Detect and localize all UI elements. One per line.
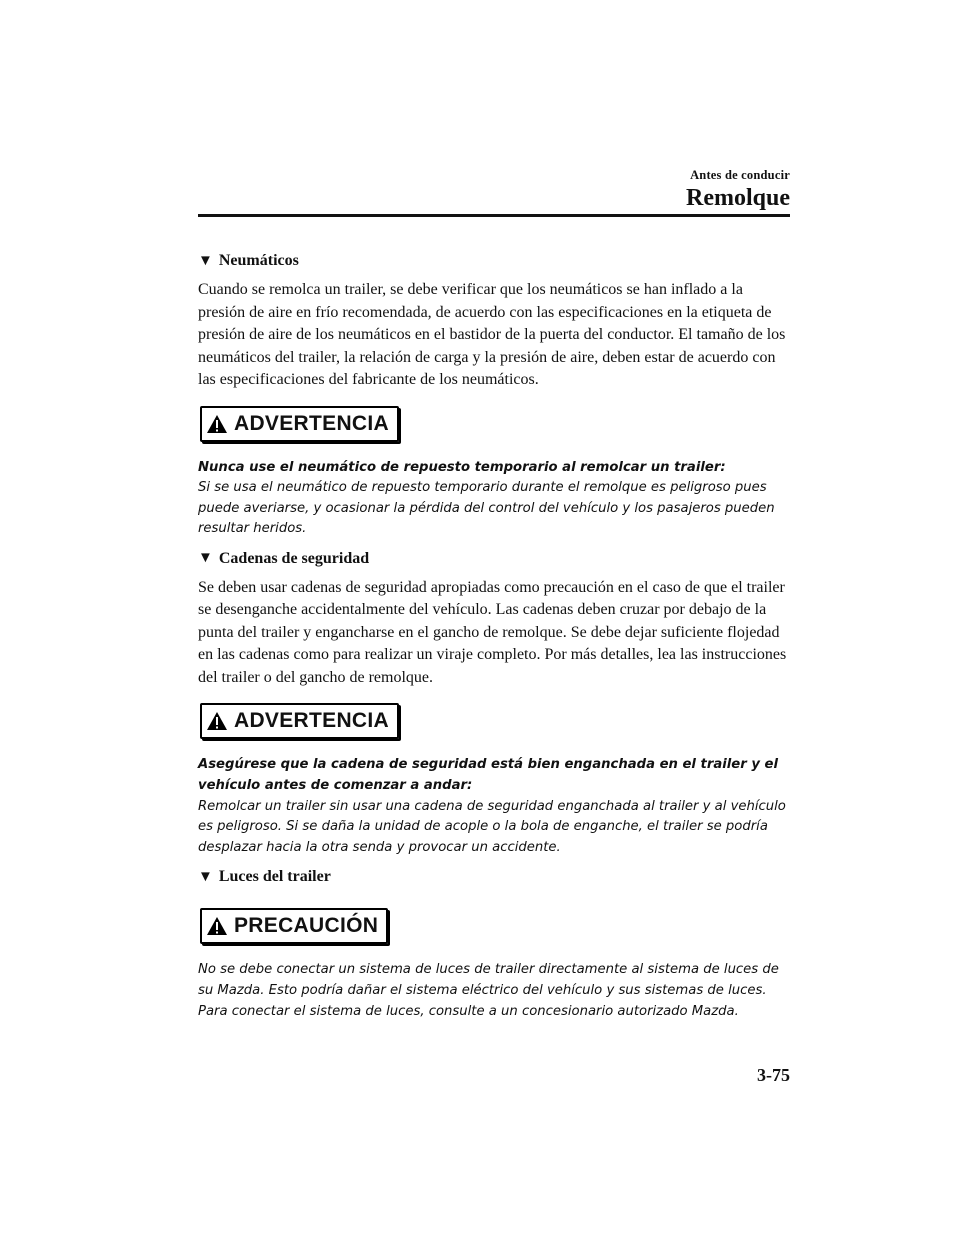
warning-triangle-icon (206, 414, 228, 434)
chapter-label: Antes de conducir (690, 168, 790, 182)
header-divider (198, 214, 790, 217)
section-heading (198, 868, 790, 886)
warning-text (198, 755, 790, 858)
triangle-down-icon: ▼ (198, 550, 213, 567)
triangle-down-icon: ▼ (198, 868, 213, 885)
warning-label: ADVERTENCIA (234, 709, 389, 733)
warning-title: Asegúrese que la cadena de seguridad está bien enganchada en el trailer y el vehículo antes de comenzar a andar: (198, 757, 778, 793)
section-paragraph: Se deben usar cadenas de seguridad apropiadas como precaución en el caso de que el trailer se desenganche accidentalmente del vehículo. Las cadenas deben cruzar por debajo de la punta del trailer y engancharse en el gancho de remolque. Se debe dejar suficiente flojedad en las cadenas como para realizar un viraje completo. Por más detalles, lea las instrucciones del trailer o del gancho de remolque. (198, 578, 787, 686)
page-header (198, 168, 790, 212)
section-heading (198, 252, 790, 270)
section-heading-text: Cadenas de seguridad (218, 549, 370, 567)
section-cadenas (198, 550, 790, 858)
page-title: Remolque (686, 185, 790, 211)
warning-triangle-icon (206, 916, 228, 936)
section-luces (198, 868, 790, 1022)
warning-title: Nunca use el neumático de repuesto temporario al remolcar un trailer: (198, 459, 726, 475)
warning-label-box (200, 406, 399, 442)
warning-triangle-icon (206, 711, 228, 731)
warning-body: Si se usa el neumático de repuesto temporario durante el remolque es peligroso pues puede averiarse, y ocasionar la pérdida del control del vehículo y los pasajeros pueden resultar heridos. (198, 480, 775, 537)
caution-label-box (200, 908, 388, 944)
warning-label: ADVERTENCIA (234, 411, 389, 435)
triangle-down-icon: ▼ (198, 252, 213, 269)
warning-text (198, 458, 790, 540)
warning-label-box (200, 703, 399, 739)
section-heading-text: Luces del trailer (218, 868, 331, 886)
warning-body: Remolcar un trailer sin usar una cadena de seguridad enganchada al trailer y al vehículo es peligroso. Si se daña la unidad de acople o la bola de enganche, el trailer se podría desplazar hacia la otra senda y provocar un accidente. (198, 798, 786, 855)
caution-text: No se debe conectar un sistema de luces de trailer directamente al sistema de luces de su Mazda. Esto podría dañar el sistema eléctrico del vehículo y sus sistemas de luces. Para conectar el sistema de luces, consulte a un concesionario autorizado Mazda. (198, 962, 779, 1019)
section-paragraph: Cuando se remolca un trailer, se debe verificar que los neumáticos se han inflado a la presión de aire en frío recomendada, de acuerdo con las especificaciones en la etiqueta de presión de aire de los neumáticos en el bastidor de la puerta del conductor. El tamaño de los neumáticos del trailer, la relación de carga y la presión de aire, deben estar de acuerdo con las especificaciones del fabricante de los neumáticos. (198, 281, 786, 388)
page-number: 3-75 (757, 1065, 790, 1085)
caution-label: PRECAUCIÓN (234, 914, 379, 938)
section-heading-text: Neumáticos (218, 252, 299, 269)
main-content (198, 252, 790, 1022)
section-heading (198, 550, 790, 568)
section-neumaticos (198, 252, 790, 540)
